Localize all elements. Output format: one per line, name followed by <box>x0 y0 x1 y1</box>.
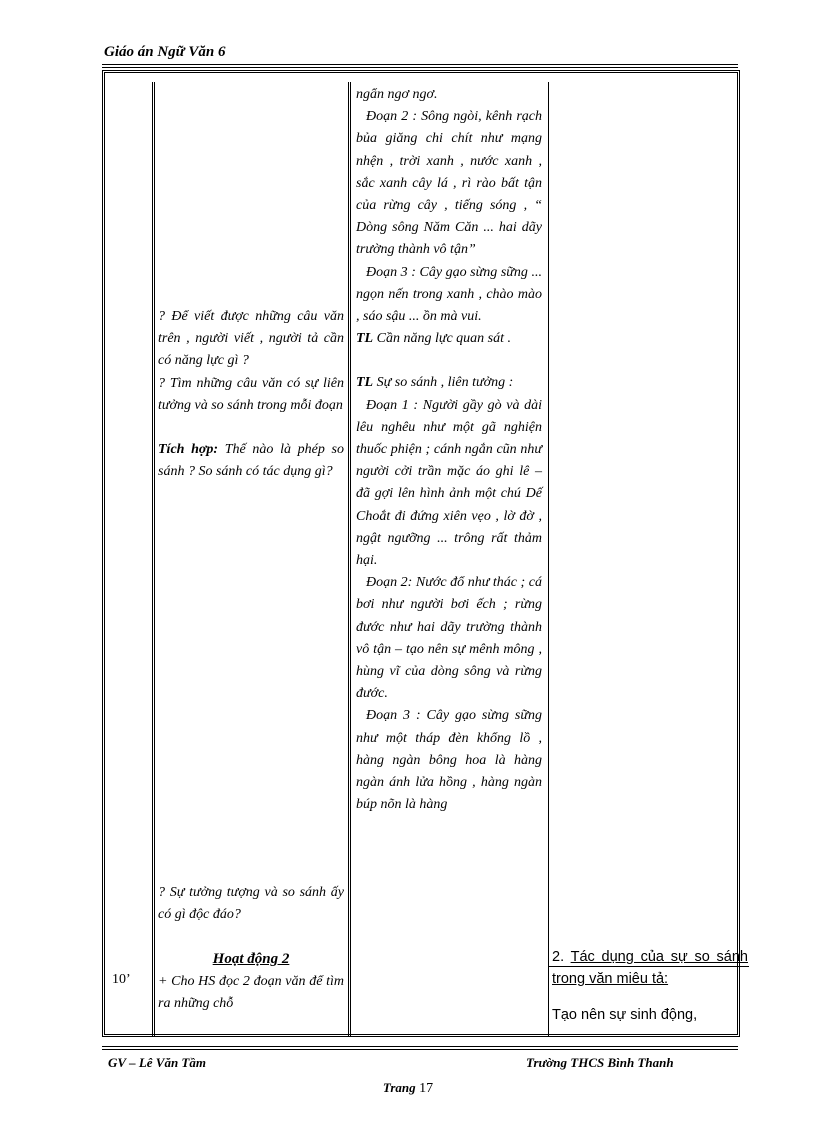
page-label: Trang <box>382 1080 416 1095</box>
tl-text: Cần năng lực quan sát . <box>373 331 512 347</box>
activity-2-heading: Hoạt động 2 <box>212 951 290 968</box>
time-cell: 10’ <box>112 972 131 987</box>
answer-paragraph-3: Đoạn 3 : Cây gạo sừng sững ... ngọn nến trong xanh , chào mào , sáo sậu ... ồn mà vui. <box>356 264 542 325</box>
column-divider-1 <box>152 82 155 1037</box>
question-originality: ? Sự tưởng tượng và so sánh ấy có gì độc đáo? <box>158 885 344 923</box>
student-answer-cell <box>356 84 542 817</box>
content-cell <box>552 946 748 1026</box>
teacher-activity-cell <box>158 306 344 483</box>
content-text: Tạo nên sự sinh động, <box>552 1007 698 1023</box>
page-num: 17 <box>419 1081 434 1096</box>
page-number <box>0 1080 816 1097</box>
activity-2-text: + Cho HS đọc 2 đoạn văn để tìm ra những chỗ <box>158 973 344 1011</box>
integration-question <box>158 439 344 483</box>
header-rule-bottom <box>102 67 738 68</box>
content-heading-number: 2. <box>552 949 565 965</box>
teacher-activity-cell-lower <box>158 882 344 1015</box>
document-header-title: Giáo án Ngữ Văn 6 <box>104 44 226 60</box>
tl-label-2: TL <box>356 375 374 391</box>
tl-text-2: Sự so sánh , liên tưởng : <box>373 375 514 391</box>
integration-text: Thế nào là phép so sánh ? So sánh có tác dụng gì? <box>158 442 344 480</box>
column-divider-2 <box>348 82 351 1037</box>
content-heading-text: Tác dụng của sự so sánh trong văn miêu tả: <box>552 949 748 987</box>
answer-tl-ability <box>356 328 542 350</box>
footer-rule-bottom <box>102 1049 738 1050</box>
comparison-paragraph-2: Đoạn 2: Nước đổ như thác ; cá bơi như người bơi ếch ; rừng đước như hai dãy trường thành vô tận – tạo nên sự mênh mông , hùng vĩ của dòng sông và rừng đước. <box>356 575 542 702</box>
header-rule-top <box>102 64 738 65</box>
footer-teacher: GV – Lê Văn Tầm <box>108 1055 206 1070</box>
footer-rule-top <box>102 1046 738 1047</box>
footer-school: Trường THCS Bình Thanh <box>526 1055 674 1070</box>
tl-label: TL <box>356 331 374 347</box>
column-divider-3 <box>548 82 549 1037</box>
comparison-paragraph-3: Đoạn 3 : Cây gạo sừng sững như một tháp đèn khổng lồ , hàng ngàn bông hoa là hàng ngàn ánh lửa hồng , hàng ngàn búp nõn là hàng <box>356 708 542 813</box>
question-find-sentences: ? Tìm những câu văn có sự liên tưởng và so sánh trong mỗi đoạn <box>158 375 344 413</box>
answer-line-1: ngẩn ngơ ngơ. <box>356 87 438 102</box>
answer-tl-comparison <box>356 372 542 394</box>
integration-label: Tích hợp: <box>158 442 219 458</box>
answer-paragraph-2: Đoạn 2 : Sông ngòi, kênh rạch bủa giăng chi chít như mạng nhện , trời xanh , nước xanh , sắc xanh cây lá , rì rào bất tận của rừng cây , tiếng sóng , “ Dòng sông Năm Căn ... hai dãy trường thành vô tận” <box>356 109 542 258</box>
comparison-paragraph-1: Đoạn 1 : Người gầy gò và dài lêu nghêu như một gã nghiện thuốc phiện ; cánh ngắn cũn như người cởi trần mặc áo ghi lê – đã gợi lên hình ảnh một chú Dế Choắt đi đứng xiên vẹo , lờ đờ , ngật ngưỡng ... trông rất thảm hại. <box>356 397 542 569</box>
question-ability: ? Để viết được những câu văn trên , người viết , người tả cần có năng lực gì ? <box>158 309 344 369</box>
content-heading <box>552 946 748 990</box>
